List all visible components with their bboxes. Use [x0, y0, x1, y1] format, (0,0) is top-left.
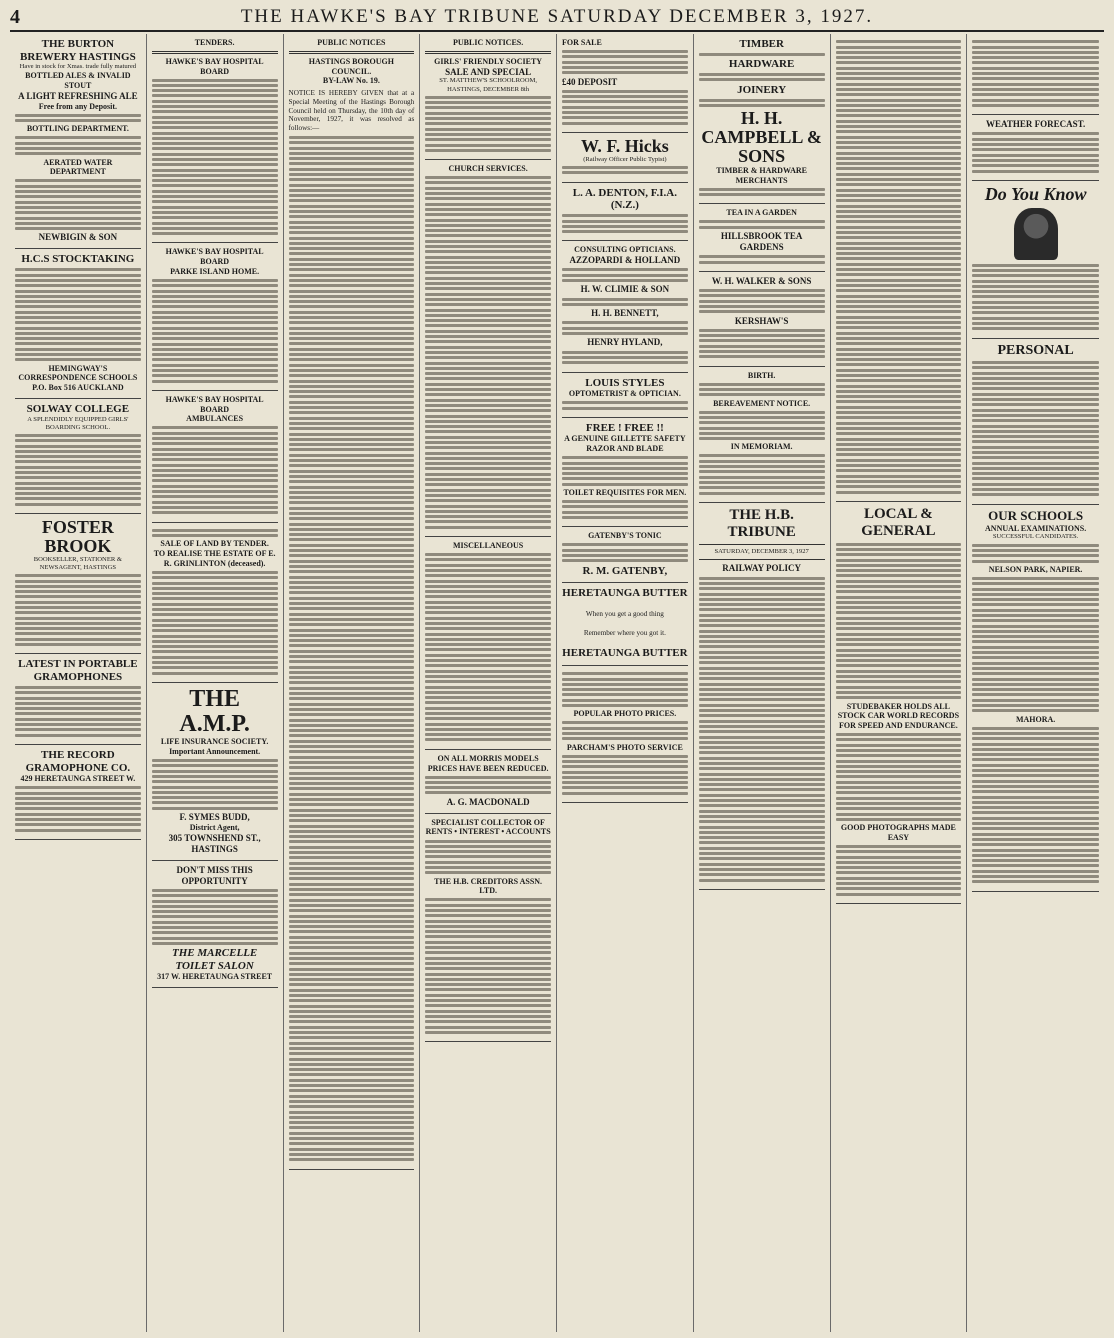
tea-garden-ad — [699, 204, 825, 271]
local-general — [836, 502, 962, 904]
do-you-know — [972, 181, 1099, 339]
walker: W. H. WALKER & SONS — [711, 275, 812, 286]
butter-title-1: HERETAUNGA BUTTER — [562, 587, 688, 600]
hicks-ad — [562, 133, 688, 183]
gfs-sale-title: SALE AND SPECIAL — [445, 66, 532, 77]
column-5 — [557, 34, 694, 1332]
bereavement-title: BEREAVEMENT NOTICE. — [713, 398, 811, 408]
local-title: LOCAL & GENERAL — [861, 505, 936, 540]
public-notices-head-2: PUBLIC NOTICES. — [453, 38, 524, 47]
text-lines — [699, 289, 825, 313]
text-lines — [972, 544, 1099, 563]
symes-budd: F. SYMES BUDD, — [179, 812, 250, 823]
creditors: THE H.B. CREDITORS ASSN. LTD. — [434, 876, 543, 896]
our-schools — [972, 505, 1099, 892]
amp-announcement: Important Announcement. — [169, 747, 261, 757]
gramophone-title: LATEST IN PORTABLE GRAMOPHONES — [18, 658, 138, 684]
church-title: CHURCH SERVICES. — [448, 164, 528, 174]
text-lines — [972, 727, 1099, 884]
council-title: HASTINGS BOROUGH COUNCIL. — [308, 56, 394, 76]
timber-ad — [699, 34, 825, 204]
brewery-agent: NEWBIGIN & SON — [38, 232, 118, 243]
text-lines — [152, 426, 278, 514]
text-lines — [699, 99, 825, 107]
gfs-title: GIRLS' FRIENDLY SOCIETY — [434, 56, 543, 66]
foster-sub: BOOKSELLER, STATIONER & NEWSAGENT, HASTINGS — [33, 555, 123, 571]
speed-title: FOR SPEED AND ENDURANCE. — [839, 721, 958, 731]
text-lines — [972, 264, 1099, 331]
text-lines — [562, 721, 688, 740]
schools-title: OUR SCHOOLS — [988, 507, 1084, 523]
text-lines — [152, 889, 278, 945]
masthead — [10, 4, 1104, 32]
text-lines — [15, 686, 141, 737]
text-lines — [972, 577, 1099, 712]
column-2 — [147, 34, 284, 1332]
climie: H. W. CLIMIE & SON — [580, 284, 670, 295]
louis-title: LOUIS STYLES — [585, 376, 665, 389]
ambulances-tender — [152, 391, 278, 523]
text-lines — [425, 176, 551, 529]
text-lines — [15, 114, 141, 122]
forecast-title: WEATHER FORECAST. — [986, 119, 1086, 130]
miscellaneous — [425, 537, 551, 750]
church-services — [425, 160, 551, 537]
rents-title: SPECIALIST COLLECTOR OF RENTS • INTEREST • ACCOUNTS — [425, 817, 551, 837]
page-number: 4 — [10, 5, 21, 28]
butter-line-1: When you get a good thing — [585, 609, 664, 618]
notices-block — [699, 367, 825, 503]
amp-title: THE A.M.P. — [179, 685, 250, 738]
text-lines — [425, 776, 551, 795]
text-lines — [699, 329, 825, 358]
popular-photo: POPULAR PHOTO PRICES. — [573, 709, 677, 719]
hemingway-address: P.O. Box 516 AUCKLAND — [32, 383, 124, 393]
nelson-park: NELSON PARK, NAPIER. — [988, 564, 1083, 574]
morris-title: ON ALL MORRIS MODELS PRICES HAVE BEEN REDUCED. — [427, 753, 549, 773]
text-lines — [425, 840, 551, 875]
consulting-title: CONSULTING OPTICIANS. — [574, 245, 676, 255]
text-lines — [836, 543, 962, 700]
doyouknow-title: Do You Know — [984, 183, 1087, 204]
notice-body: NOTICE IS HEREBY GIVEN that at a Special Meeting of the Hastings Borough Council held on Thursday, the 10th day of November, 1927, it was resolved as follows:— — [288, 89, 415, 133]
district-agent: District Agent, — [189, 823, 240, 833]
text-lines — [562, 50, 688, 74]
text-lines — [562, 672, 688, 707]
public-notices-head: PUBLIC NOTICES — [317, 38, 386, 47]
column-8 — [967, 34, 1104, 1332]
brewery-refreshing: A LIGHT REFRESHING ALE — [18, 90, 138, 101]
parke-island: PARKE ISLAND HOME. — [170, 266, 260, 276]
louis-sub: OPTOMETRIST & OPTICIAN. — [568, 389, 681, 399]
rents-ad — [425, 814, 551, 1042]
columns — [10, 34, 1104, 1332]
text-lines — [699, 73, 825, 81]
marcelle-address: 317 W. HERETAUNGA STREET — [157, 972, 273, 982]
text-lines — [699, 188, 825, 196]
walker-ad — [699, 272, 825, 367]
exams-title: ANNUAL EXAMINATIONS. — [985, 523, 1087, 533]
weather-forecast — [972, 115, 1099, 181]
gramophone-ad — [15, 654, 141, 745]
for-sale-classified — [562, 34, 688, 133]
hospital-board-3: HAWKE'S BAY HOSPITAL BOARD — [165, 394, 264, 414]
editorial — [699, 503, 825, 890]
kershaw: KERSHAW'S — [734, 315, 789, 326]
campbell-sub: TIMBER & HARDWARE MERCHANTS — [716, 165, 807, 185]
tenders-head: TENDERS. — [194, 38, 235, 47]
tenders-block — [152, 34, 278, 243]
deposit-40: £40 DEPOSIT — [562, 76, 618, 87]
for-sale-title: FOR SALE — [562, 38, 602, 47]
brewery-bottled: BOTTLED ALES & INVALID STOUT — [25, 71, 131, 91]
bylaw-title: BY-LAW No. 19. — [322, 76, 380, 86]
text-lines — [15, 434, 141, 506]
gatenby: R. M. GATENBY, — [582, 564, 668, 577]
butter-line-2: Remember where you got it. — [583, 628, 666, 637]
amp-sub: LIFE INSURANCE SOCIETY. — [160, 737, 269, 747]
text-lines — [152, 571, 278, 675]
text-lines — [699, 454, 825, 494]
marcelle-title: THE MARCELLE TOILET SALON — [171, 947, 258, 972]
text-lines — [699, 577, 825, 882]
text-lines — [152, 529, 278, 537]
foster-title: FOSTER BROOK — [41, 517, 114, 556]
good-photo-title: GOOD PHOTOGRAPHS MADE EASY — [840, 823, 956, 842]
text-lines — [836, 733, 962, 821]
amp-ad — [152, 683, 278, 861]
bottling-dept: BOTTLING DEPARTMENT. — [26, 124, 129, 134]
text-lines — [562, 298, 688, 306]
brewery-sub: Have in stock for Xmas. trade fully matured — [19, 63, 137, 71]
column-1 — [10, 34, 147, 1332]
timber-title: TIMBER — [739, 38, 784, 50]
realise-estate: TO REALISE THE ESTATE OF E. R. GRINLINTON (deceased). — [153, 549, 276, 568]
opportunity-title: DON'T MISS THIS OPPORTUNITY — [176, 864, 253, 886]
text-lines — [699, 383, 825, 397]
text-lines — [972, 40, 1099, 107]
column-6 — [694, 34, 831, 1332]
brewery-title: THE BURTON BREWERY HASTINGS — [20, 38, 136, 63]
macdonald: A. G. MACDONALD — [446, 796, 530, 807]
text-lines — [562, 351, 688, 365]
gfs-schoolroom: ST. MATTHEW'S SCHOOLROOM, HASTINGS, DECEMBER 8th — [439, 77, 538, 93]
article-continued — [836, 34, 962, 502]
text-lines — [562, 166, 688, 174]
hcs-title: H.C.S STOCKTAKING — [21, 253, 135, 266]
gfs-sale — [425, 34, 551, 160]
column-4 — [420, 34, 557, 1332]
parcham: PARCHAM'S PHOTO SERVICE — [566, 742, 683, 752]
record-co-ad — [15, 745, 141, 840]
tea-garden: TEA IN A GARDEN — [726, 208, 797, 218]
butter-title-2: HERETAUNGA BUTTER — [562, 647, 688, 660]
text-lines — [972, 361, 1099, 496]
text-lines — [562, 401, 688, 409]
hicks-title: W. F. Hicks — [581, 135, 669, 156]
text-lines — [562, 500, 688, 519]
text-lines — [699, 255, 825, 263]
aerated-dept: AERATED WATER DEPARTMENT — [43, 157, 113, 177]
tribune-date: SATURDAY, DECEMBER 3, 1927 — [714, 548, 809, 556]
birth-title: BIRTH. — [747, 370, 776, 380]
text-lines — [152, 279, 278, 383]
land-sale-tender — [152, 523, 278, 683]
burton-brewery-ad — [15, 34, 141, 249]
text-lines — [289, 136, 415, 1161]
text-lines — [562, 90, 688, 125]
tribune-title: THE H.B. TRIBUNE — [727, 506, 796, 541]
text-lines — [425, 898, 551, 1033]
text-lines — [562, 321, 688, 335]
hospital-board-2: HAWKE'S BAY HOSPITAL BOARD — [165, 247, 264, 267]
joinery-title: JOINERY — [737, 83, 787, 96]
text-lines — [699, 220, 825, 228]
gatenby-tonic: GATENBY'S TONIC — [588, 531, 662, 541]
memoriam-title: IN MEMORIAM. — [730, 442, 793, 452]
council-bylaw — [289, 34, 415, 1170]
photo-ad — [562, 666, 688, 803]
text-lines — [15, 574, 141, 646]
personal-column — [972, 339, 1099, 505]
text-lines — [152, 79, 278, 236]
text-lines — [562, 456, 688, 485]
butter-ad-1 — [562, 583, 688, 666]
studebaker-title: STUDEBAKER HOLDS ALL STOCK CAR WORLD RECORDS — [837, 701, 960, 721]
hcs-stocktaking-ad — [15, 249, 141, 399]
personal-title: PERSONAL — [997, 342, 1074, 358]
azzopardi: AZZOPARDI & HOLLAND — [569, 255, 681, 266]
column-3 — [284, 34, 421, 1332]
successful-title: SUCCESSFUL CANDIDATES. — [992, 533, 1079, 541]
hospital-board-1: HAWKE'S BAY HOSPITAL BOARD — [165, 56, 264, 76]
record-title: THE RECORD GRAMOPHONE CO. — [25, 748, 131, 774]
hillsbrook: HILLSBROOK TEA GARDENS — [720, 231, 803, 252]
solway-title: SOLWAY COLLEGE — [26, 402, 130, 415]
foster-brook-ad — [15, 514, 141, 654]
louis-styles-ad — [562, 373, 688, 418]
gillette-ad — [562, 418, 688, 527]
page-title: THE HAWKE'S BAY TRIBUNE SATURDAY DECEMBER 3, 1927. — [240, 6, 874, 27]
column-7 — [831, 34, 968, 1332]
text-lines — [972, 132, 1099, 172]
hemingway-title: HEMINGWAY'S CORRESPONDENCE SCHOOLS — [18, 363, 138, 383]
toilet-requisites: TOILET REQUISITES FOR MEN. — [563, 488, 687, 498]
mahora: MAHORA. — [1015, 714, 1056, 724]
text-lines — [699, 411, 825, 440]
parke-island-tender — [152, 243, 278, 390]
text-lines — [15, 268, 141, 361]
free-title: FREE ! FREE !! — [585, 421, 664, 434]
text-lines — [836, 40, 962, 493]
brewery-deposit: Free from any Deposit. — [38, 101, 118, 111]
text-lines — [699, 53, 825, 56]
misc-title: MISCELLANEOUS — [453, 541, 524, 551]
text-lines — [425, 553, 551, 741]
text-lines — [562, 268, 688, 282]
denton-title: L. A. DENTON, F.I.A. (N.Z.) — [572, 186, 677, 212]
text-lines — [15, 786, 141, 831]
record-address: 429 HERETAUNGA STREET W. — [20, 774, 136, 784]
denton-ad — [562, 183, 688, 242]
hicks-sub: (Railway Officer Public Typist) — [583, 155, 667, 163]
ambulances: AMBULANCES — [186, 414, 244, 424]
text-lines — [562, 543, 688, 562]
text-lines — [425, 96, 551, 152]
hardware-title: HARDWARE — [728, 58, 795, 71]
text-lines — [836, 845, 962, 896]
solway-college-ad — [15, 399, 141, 514]
sale-tender: SALE OF LAND BY TENDER. — [160, 539, 269, 549]
amp-street: 305 TOWNSHEND ST., HASTINGS — [168, 832, 261, 854]
portrait-image — [1014, 208, 1058, 260]
marcelle-ad — [152, 861, 278, 989]
text-lines — [562, 214, 688, 233]
bennett: H. H. BENNETT, — [591, 308, 659, 319]
morris-ad — [425, 750, 551, 814]
railway-title: RAILWAY POLICY — [722, 563, 802, 574]
text-lines — [15, 136, 141, 155]
campbell-title: H. H. CAMPBELL & SONS — [701, 108, 822, 167]
article-top — [972, 34, 1099, 115]
gatenby-ad — [562, 527, 688, 583]
hyland: HENRY HYLAND, — [587, 337, 663, 348]
text-lines — [152, 759, 278, 810]
solway-sub: A SPLENDIDLY EQUIPPED GIRLS' BOARDING SCHOOL. — [27, 415, 129, 431]
opticians-block — [562, 241, 688, 372]
gillette: A GENUINE GILLETTE SAFETY RAZOR AND BLADE — [564, 434, 686, 454]
text-lines — [15, 179, 141, 230]
text-lines — [562, 755, 688, 795]
